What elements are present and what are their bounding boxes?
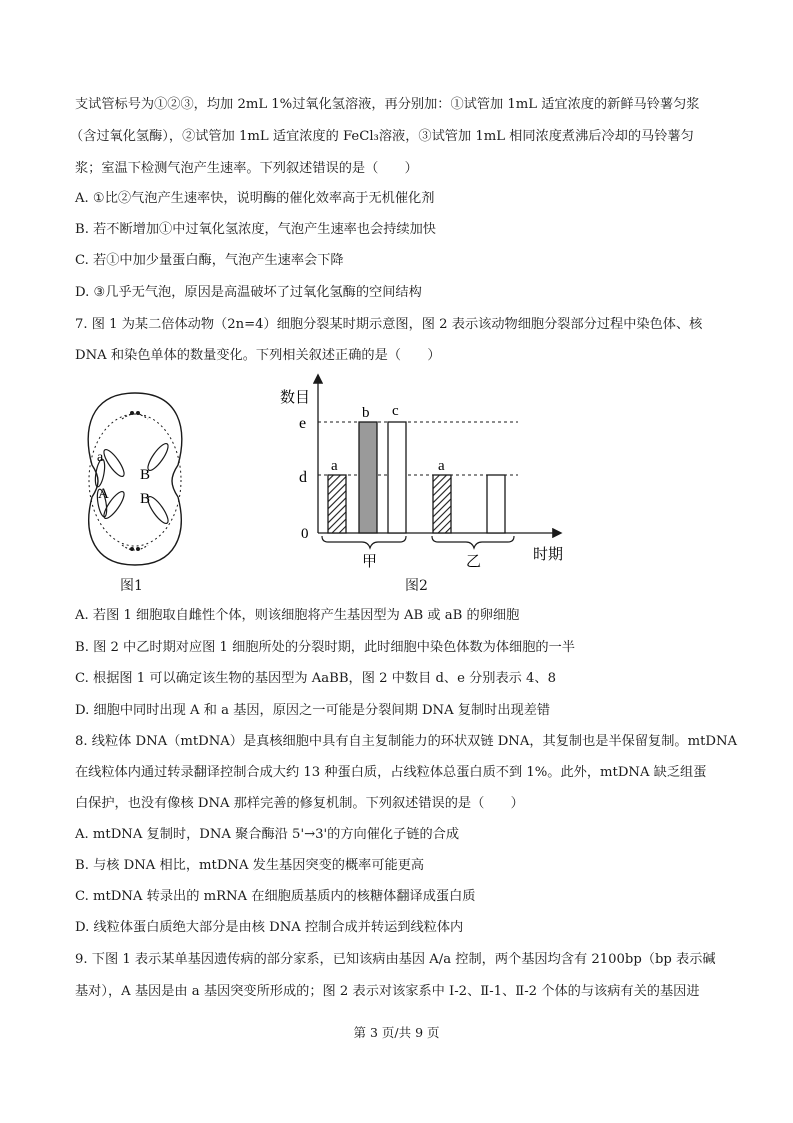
bar-乙-a	[433, 475, 451, 533]
gene-label-a: a	[97, 450, 104, 465]
bar-label-jia-c: c	[392, 403, 399, 419]
question-7-option-a: A. 若图 1 细胞取自雌性个体，则该细胞将产生基因型为 AB 或 aB 的卵细胞	[75, 608, 520, 623]
question-8-stem-line-3: 白保护，也没有像核 DNA 那样完善的修复机制。下列叙述错误的是（ ）	[75, 796, 524, 811]
brace-yi	[432, 536, 514, 548]
figure-2-caption: 图2	[405, 578, 428, 594]
spindle-pole-top	[122, 414, 148, 419]
question-7-stem-line-2: DNA 和染色单体的数量变化。下列相关叙述正确的是（ ）	[75, 348, 441, 363]
question-7-option-b: B. 图 2 中乙时期对应图 1 细胞所处的分裂时期，此时细胞中染色体数为体细胞的一半	[75, 640, 575, 655]
tick-label-e: e	[299, 415, 307, 432]
bar-label-jia-a: a	[331, 458, 338, 474]
y-axis-label: 数目	[280, 390, 311, 406]
bar-乙-c	[487, 475, 505, 533]
question-7-option-d: D. 细胞中同时出现 A 和 a 基因，原因之一可能是分裂间期 DNA 复制时出现差错	[75, 703, 551, 718]
question-8-option-a: A. mtDNA 复制时，DNA 聚合酶沿 5'→3'的方向催化子链的合成	[75, 827, 460, 842]
question-6-option-d: D. ③几乎无气泡，原因是高温破坏了过氧化氢酶的空间结构	[75, 285, 422, 300]
question-6-stem-line-2: （含过氧化氢酶），②试管加 1mL 适宜浓度的 FeCl₃溶液，③试管加 1mL 相同浓度煮沸后冷却的马铃薯匀	[70, 129, 694, 144]
question-8-option-b: B. 与核 DNA 相比，mtDNA 发生基因突变的概率可能更高	[75, 858, 425, 873]
question-7-option-c: C. 根据图 1 可以确定该生物的基因型为 AaBB，图 2 中数目 d、e 分别表示 4、8	[75, 671, 556, 686]
question-9-stem-line-2: 基对），A 基因是由 a 基因突变所形成的；图 2 表示对该家系中 I-2、Ⅱ-1、Ⅱ-2 个体的与该病有关的基因进	[75, 984, 700, 999]
question-7-stem-line-1: 7. 图 1 为某二倍体动物（2n=4）细胞分裂某时期示意图，图 2 表示该动物细胞分裂部分过程中染色体、核	[75, 317, 703, 332]
question-8-stem-line-2: 在线粒体内通过转录翻译控制合成大约 13 种蛋白质，占线粒体总蛋白质不到 1%。此外，mtDNA 缺乏组蛋	[75, 765, 707, 780]
bar-label-yi-a: a	[438, 458, 445, 474]
figure-2-bar-chart	[270, 368, 590, 573]
question-6-option-c: C. 若①中加少量蛋白酶，气泡产生速率会下降	[75, 253, 344, 268]
question-9-stem-line-1: 9. 下图 1 表示某单基因遗传病的部分家系，已知该病由基因 A/a 控制，两个基因均含有 2100bp（bp 表示碱	[75, 952, 716, 967]
bar-甲-b	[359, 422, 377, 533]
group-label-jia: 甲	[362, 554, 378, 570]
page-footer: 第 3 页/共 9 页	[353, 1025, 440, 1040]
figure-1-caption: 图1	[120, 578, 143, 594]
gene-label-A: A	[98, 486, 109, 502]
bar-甲-c	[388, 422, 406, 533]
bar-label-jia-b: b	[362, 405, 370, 421]
question-6-stem-line-3: 浆；室温下检测气泡产生速率。下列叙述错误的是（ ）	[75, 161, 418, 176]
question-8-stem-line-1: 8. 线粒体 DNA（mtDNA）是真核细胞中具有自主复制能力的环状双链 DNA，其复制也是半保留复制。mtDNA	[75, 734, 738, 749]
question-8-option-c: C. mtDNA 转录出的 mRNA 在细胞质基质内的核糖体翻译成蛋白质	[75, 889, 476, 904]
group-label-yi: 乙	[466, 554, 482, 570]
gene-label-B-lower: B	[140, 491, 151, 507]
question-6-option-b: B. 若不断增加①中过氧化氢浓度，气泡产生速率也会持续加快	[75, 222, 436, 237]
spindle-pole-bottom	[122, 545, 148, 550]
tick-label-0: 0	[301, 526, 309, 542]
question-6-stem-line-1: 支试管标号为①②③，均加 2mL 1%过氧化氢溶液，再分别加：①试管加 1mL 适宜浓度的新鲜马铃薯匀浆	[75, 97, 700, 112]
gene-label-B-upper: B	[140, 467, 151, 483]
question-8-option-d: D. 线粒体蛋白质绝大部分是由核 DNA 控制合成并转运到线粒体内	[75, 920, 464, 935]
x-axis-label: 时期	[533, 547, 564, 563]
bar-甲-a	[328, 475, 346, 533]
figure-1-cell-diagram	[70, 385, 200, 570]
brace-jia	[322, 536, 406, 548]
question-6-option-a: A. ①比②气泡产生速率快，说明酶的催化效率高于无机催化剂	[75, 191, 435, 206]
tick-label-d: d	[299, 469, 307, 486]
